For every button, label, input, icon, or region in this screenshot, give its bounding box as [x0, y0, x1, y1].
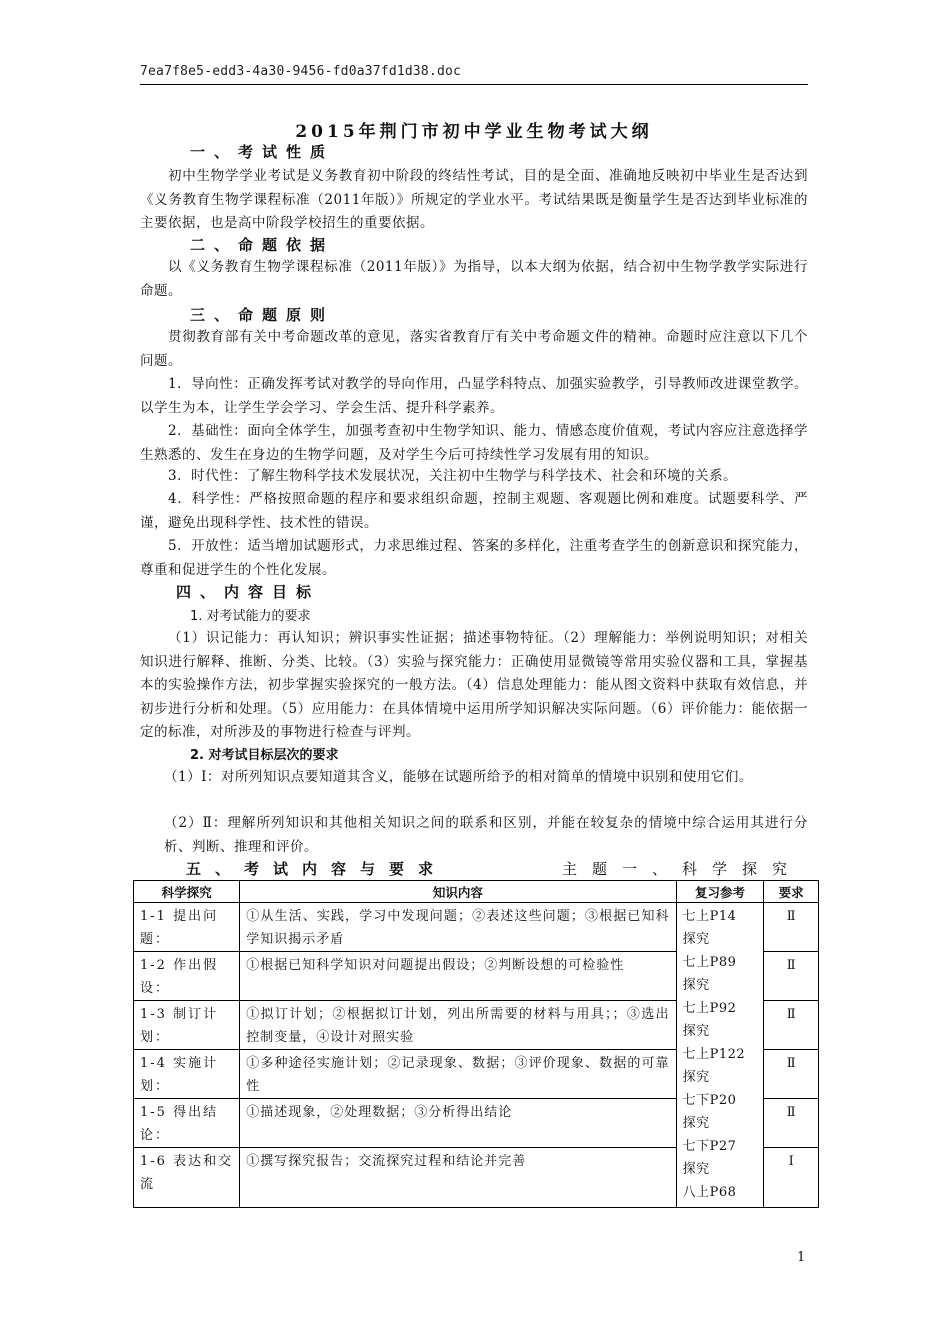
- content-cell: ①从生活、实践，学习中发现问题；②表述这些问题；③根据已知科学知识揭示矛盾: [240, 903, 676, 952]
- level-cell: Ⅰ: [764, 1148, 819, 1208]
- column-header: 要求: [764, 881, 819, 903]
- subsection-ability-heading: 1. 对考试能力的要求: [190, 609, 311, 624]
- section-4-heading: 四、内容目标: [176, 583, 321, 601]
- reference-line: 探究: [682, 1024, 710, 1039]
- principle-item: 4．科学性：严格按照命题的程序和要求组织命题，控制主观题、客观题比例和难度。试题要科学、严谨，避免出现科学性、技术性的错误。: [140, 491, 808, 531]
- column-header: 复习参考: [676, 881, 764, 903]
- reference-line: 七下P27: [682, 1139, 737, 1154]
- section-5-heading: 五、考试内容与要求: [186, 860, 448, 878]
- principle-item: 1．导向性：正确发挥考试对教学的导向作用，凸显学科特点、加强实验教学，引导教师改进课堂教学。以学生为本，让学生学会学习、学会生活、提升科学素养。: [140, 376, 808, 416]
- table-header-row: [134, 881, 819, 903]
- content-cell: ①撰写探究报告；交流探究过程和结论并完善: [240, 1148, 676, 1208]
- header-filename: 7ea7f8e5-edd3-4a30-9456-fd0a37fd1d38.doc: [140, 64, 462, 79]
- content-cell: ①根据已知科学知识对问题提出假设；②判断设想的可检验性: [240, 952, 676, 1001]
- theme-heading: 主题一、科学探究: [562, 860, 803, 878]
- topic-cell: 1-2 作出假设：: [134, 952, 240, 1001]
- document-title: 2015年荆门市初中学业生物考试大纲: [295, 122, 653, 142]
- topic-cell: 1-1 提出问题：: [134, 903, 240, 952]
- level-cell: Ⅱ: [764, 903, 819, 952]
- content-cell: ①描述现象，②处理数据；③分析得出结论: [240, 1099, 676, 1148]
- reference-line: 探究: [682, 1162, 710, 1177]
- abilities-text: （1）识记能力：再认知识；辨识事实性证据；描述事物特征。（2）理解能力：举例说明知识；对相关知识进行解释、推断、分类、比较。（3）实验与探究能力：正确使用显微镜等常用实验仪器和工具，掌握基本的实验操作方法，初步掌握实验探究的一般方法。（4）信息处理能力：能从图文资料中获取有效信息，并初步进行分析和处理。（5）应用能力：在具体情境中运用所学知识解决实际问题。（6）评价能力：能依据一定的标准，对所涉及的事物进行检查与评判。: [140, 630, 808, 740]
- content-cell: ①拟订计划；②根据拟订计划，列出所需要的材料与用具；；③选出控制变量，④设计对照实验: [240, 1001, 676, 1050]
- topic-cell: 1-6 表达和交流: [134, 1148, 240, 1208]
- principle-item: 5．开放性：适当增加试题形式，力求思维过程、答案的多样化，注重考查学生的创新意识和探究能力，尊重和促进学生的个性化发展。: [140, 538, 808, 578]
- reference-line: 七上P92: [682, 1001, 737, 1016]
- section-3-intro: 贯彻教育部有关中考命题改革的意见，落实省教育厅有关中考命题文件的精神。命题时应注意以下几个问题。: [140, 329, 808, 369]
- section-2-heading: 二、命题依据: [190, 236, 335, 254]
- reference-line: 探究: [682, 1116, 710, 1131]
- topic-cell: 1-3 制订计划：: [134, 1001, 240, 1050]
- topic-cell: 1-4 实施计划：: [134, 1050, 240, 1099]
- section-1-text: 初中生物学学业考试是义务教育初中阶段的终结性考试，目的是全面、准确地反映初中毕业生是否达到《义务教育生物学课程标准（2011年版）》所规定的学业水平。考试结果既是衡量学生是否达到毕业标准的主要依据，也是高中阶段学校招生的重要依据。: [140, 168, 808, 231]
- reference-line: 七上P89: [682, 955, 737, 970]
- level-two-text: （2）Ⅱ：理解所列知识和其他相关知识之间的联系和区别，并能在较复杂的情境中综合运用其进行分析、判断、推理和评价。: [164, 815, 808, 855]
- table-row: [134, 903, 819, 952]
- column-header: 知识内容: [240, 881, 676, 903]
- principle-item: 3．时代性：了解生物科学技术发展状况，关注初中生物学与科学技术、社会和环境的关系。: [168, 468, 738, 484]
- column-header: 科学探究: [134, 881, 240, 903]
- reference-line: 探究: [682, 932, 710, 947]
- section-3-heading: 三、命题原则: [190, 306, 335, 324]
- requirements-table: [133, 880, 819, 1208]
- content-cell: ①多种途径实施计划；②记录现象、数据；③评价现象、数据的可靠性: [240, 1050, 676, 1099]
- level-one-text: （1）Ⅰ：对所列知识点要知道其含义，能够在试题所给予的相对简单的情境中识别和使用它们。: [164, 769, 753, 785]
- level-cell: Ⅱ: [764, 952, 819, 1001]
- page-number: 1: [797, 1250, 806, 1265]
- reference-line: 七上P14: [682, 909, 737, 924]
- section-2-text: 以《义务教育生物学课程标准（2011年版）》为指导，以本大纲为依据，结合初中生物学教学实际进行命题。: [140, 259, 808, 299]
- subsection-levels-heading: 2. 对考试目标层次的要求: [190, 748, 339, 763]
- reference-line: 八上P68: [682, 1185, 737, 1200]
- reference-line: 七上P122: [682, 1047, 746, 1062]
- reference-line: 七下P20: [682, 1093, 737, 1108]
- reference-line: 探究: [682, 978, 710, 993]
- level-cell: Ⅱ: [764, 1050, 819, 1099]
- topic-cell: 1-5 得出结论：: [134, 1099, 240, 1148]
- reference-line: 探究: [682, 1070, 710, 1085]
- level-cell: Ⅱ: [764, 1001, 819, 1050]
- section-1-heading: 一、考试性质: [190, 143, 335, 161]
- level-cell: Ⅱ: [764, 1099, 819, 1148]
- header-rule: [140, 84, 808, 85]
- principle-item: 2．基础性：面向全体学生，加强考查初中生物学知识、能力、情感态度价值观，考试内容应注意选择学生熟悉的、发生在身边的生物学问题，及对学生今后可持续性学习发展有用的知识。: [140, 423, 808, 463]
- reference-cell: [676, 903, 764, 1208]
